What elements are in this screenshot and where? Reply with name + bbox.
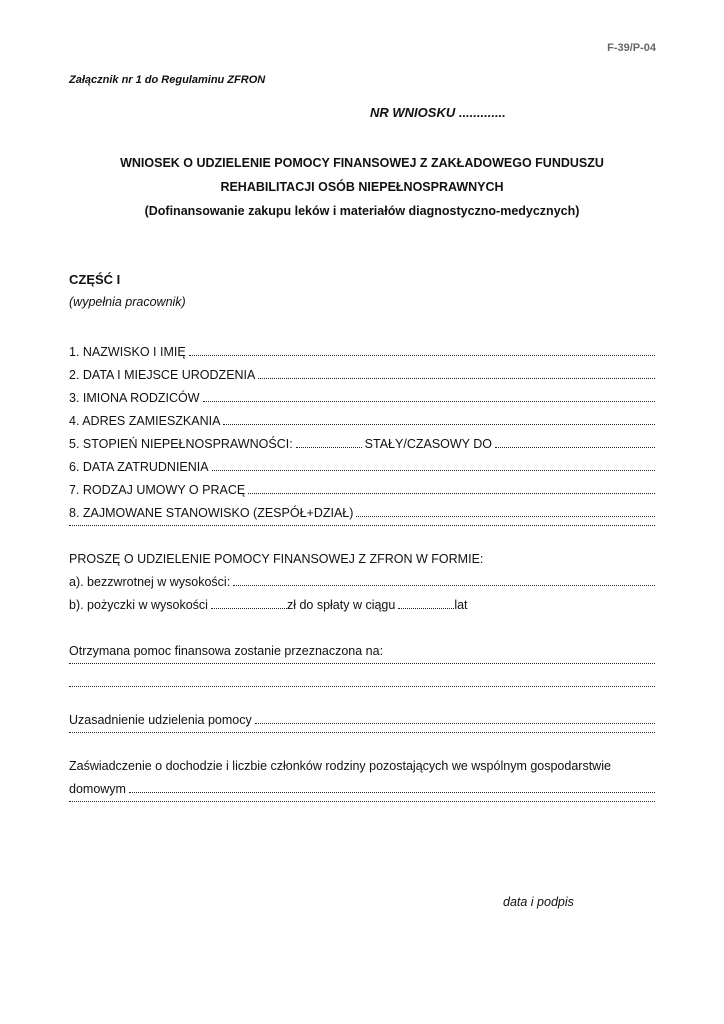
form-title: [60, 151, 664, 223]
request-loan-end-label: lat: [454, 598, 468, 612]
field-birth-fill[interactable]: [258, 378, 655, 379]
income-label-2: domowym: [69, 782, 126, 796]
field-contract-fill[interactable]: [248, 493, 655, 494]
field-address-fill[interactable]: [223, 424, 655, 425]
justification[interactable]: [69, 709, 655, 732]
field-address-label: 4. ADRES ZAMIESZKANIA: [69, 414, 221, 428]
income-line-1: [69, 755, 655, 778]
field-employment-date-label: 6. DATA ZATRUDNIENIA: [69, 460, 209, 474]
application-number: NR WNIOSKU .............: [370, 105, 506, 120]
field-name-fill[interactable]: [189, 355, 655, 356]
request-loan-label: b). pożyczki w wysokości: [69, 598, 208, 612]
request-loan-term-fill[interactable]: [398, 608, 454, 609]
field-disability-term-label: STAŁY/CZASOWY DO: [364, 437, 493, 451]
income-line-3[interactable]: [69, 801, 655, 824]
income-fill-2[interactable]: [69, 801, 655, 802]
income-line-2[interactable]: [69, 778, 655, 801]
field-disability[interactable]: [69, 433, 655, 456]
field-name-label: 1. NAZWISKO I IMIĘ: [69, 345, 186, 359]
field-birth-label: 2. DATA I MIEJSCE URODZENIA: [69, 368, 256, 382]
title-line-3: (Dofinansowanie zakupu leków i materiałów diagnostyczno-medycznych): [144, 204, 580, 218]
purpose: [69, 640, 655, 663]
field-address[interactable]: [69, 410, 655, 433]
spacer: [69, 617, 655, 640]
form-fields: [69, 341, 655, 824]
field-parents-fill[interactable]: [203, 401, 655, 402]
justification-fill-2[interactable]: [69, 732, 655, 733]
field-position-extra[interactable]: [69, 525, 655, 548]
form-code: F-39/P-04: [607, 42, 656, 54]
purpose-fill-1[interactable]: [69, 663, 655, 664]
field-position-extra-fill[interactable]: [69, 525, 655, 526]
section-subheading: (wypełnia pracownik): [69, 295, 186, 309]
request-loan-mid-label: zł do spłaty w ciągu: [286, 598, 396, 612]
title-line-1: WNIOSEK O UDZIELENIE POMOCY FINANSOWEJ Z ZAKŁADOWEGO FUNDUSZU: [120, 156, 604, 170]
justification-line-2[interactable]: [69, 732, 655, 755]
purpose-line-2[interactable]: [69, 686, 655, 709]
field-disability-label: 5. STOPIEŃ NIEPEŁNOSPRAWNOŚCI:: [69, 437, 293, 451]
field-position[interactable]: [69, 502, 655, 525]
field-contract-label: 7. RODZAJ UMOWY O PRACĘ: [69, 483, 246, 497]
field-position-fill[interactable]: [356, 516, 655, 517]
justification-fill[interactable]: [255, 723, 655, 724]
purpose-line-1[interactable]: [69, 663, 655, 686]
field-parents-label: 3. IMIONA RODZICÓW: [69, 391, 200, 405]
request-loan-amount-fill[interactable]: [211, 608, 287, 609]
field-disability-term-fill[interactable]: [495, 447, 655, 448]
field-employment-date[interactable]: [69, 456, 655, 479]
annex-label: Załącznik nr 1 do Regulaminu ZFRON: [69, 74, 266, 86]
request-grant-fill[interactable]: [233, 585, 655, 586]
justification-label: Uzasadnienie udzielenia pomocy: [69, 713, 252, 727]
request-loan[interactable]: [69, 594, 655, 617]
field-employment-date-fill[interactable]: [212, 470, 655, 471]
field-position-label: 8. ZAJMOWANE STANOWISKO (ZESPÓŁ+DZIAŁ): [69, 506, 354, 520]
income-label: Zaświadczenie o dochodzie i liczbie członków rodziny pozostających we wspólnym gospodarstwie: [69, 759, 611, 773]
request-heading: [69, 548, 655, 571]
request-heading-label: PROSZĘ O UDZIELENIE POMOCY FINANSOWEJ Z ZFRON W FORMIE:: [69, 552, 484, 566]
field-parents[interactable]: [69, 387, 655, 410]
signature-label: data i podpis: [503, 895, 574, 909]
field-contract[interactable]: [69, 479, 655, 502]
request-grant-label: a). bezzwrotnej w wysokości:: [69, 575, 231, 589]
income-fill[interactable]: [129, 792, 655, 793]
title-line-2: REHABILITACJI OSÓB NIEPEŁNOSPRAWNYCH: [220, 180, 504, 194]
field-name[interactable]: [69, 341, 655, 364]
purpose-fill-2[interactable]: [69, 686, 655, 687]
field-birth[interactable]: [69, 364, 655, 387]
section-heading: CZĘŚĆ I: [69, 272, 121, 287]
purpose-label: Otrzymana pomoc finansowa zostanie przeznaczona na:: [69, 644, 384, 658]
request-grant[interactable]: [69, 571, 655, 594]
field-disability-degree-fill[interactable]: [296, 447, 362, 448]
